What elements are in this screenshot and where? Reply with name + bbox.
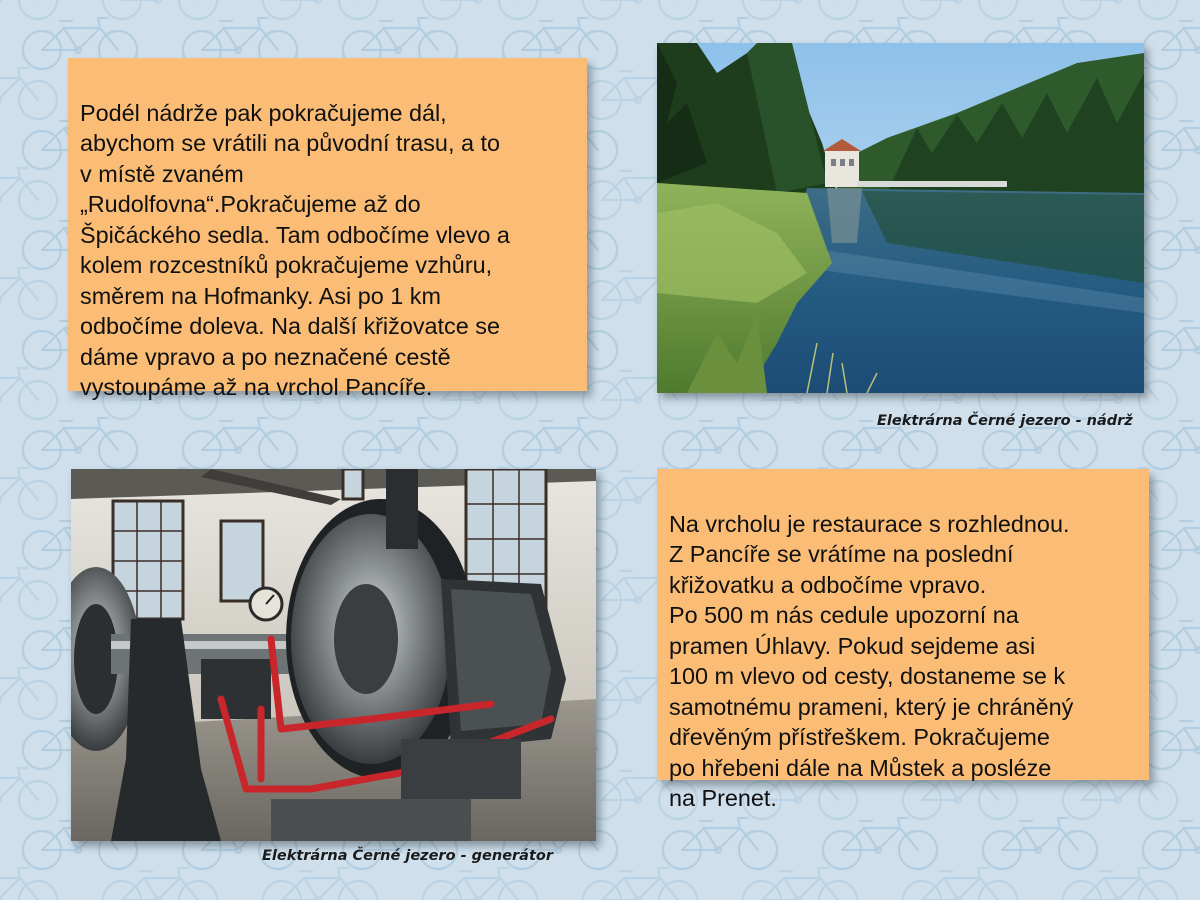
text-box-route-to-pancir bbox=[68, 58, 587, 400]
text-box-1-paragraph: Podél nádrže pak pokračujeme dál, abychom se vrátili na původní trasu, a to v místě zvaném „Rudolfovna“.Pokračujeme až do Špičáckého sedla. Tam odbočíme vlevo a kolem rozcestníků pokračujeme vzhůru, směrem na Hofmanky. Asi po 1 km odbočíme doleva. Na další křižovatce se dáme vpravo a po neznačené cestě vystoupáme až na vrchol Pancíře. bbox=[80, 99, 510, 400]
text-box-route-to-uhlava-spring bbox=[657, 469, 1149, 811]
photo-generator bbox=[71, 469, 596, 841]
caption-reservoir: Elektrárna Černé jezero - nádrž bbox=[877, 413, 1133, 429]
caption-generator: Elektrárna Černé jezero - generátor bbox=[262, 848, 554, 864]
photo-reservoir bbox=[657, 43, 1144, 393]
text-box-2-paragraph: Na vrcholu je restaurace s rozhlednou. Z Pancíře se vrátíme na poslední křižovatku a odbočíme vpravo. Po 500 m nás cedule upozorní na pramen Úhlavy. Pokud sejdeme asi 100 m vlevo od cesty, dostaneme se k samotnému prameni, který je chráněný dřevěným přístřeškem. Pokračujeme po hřebeni dále na Můstek a posléze na Prenet. bbox=[669, 510, 1074, 811]
